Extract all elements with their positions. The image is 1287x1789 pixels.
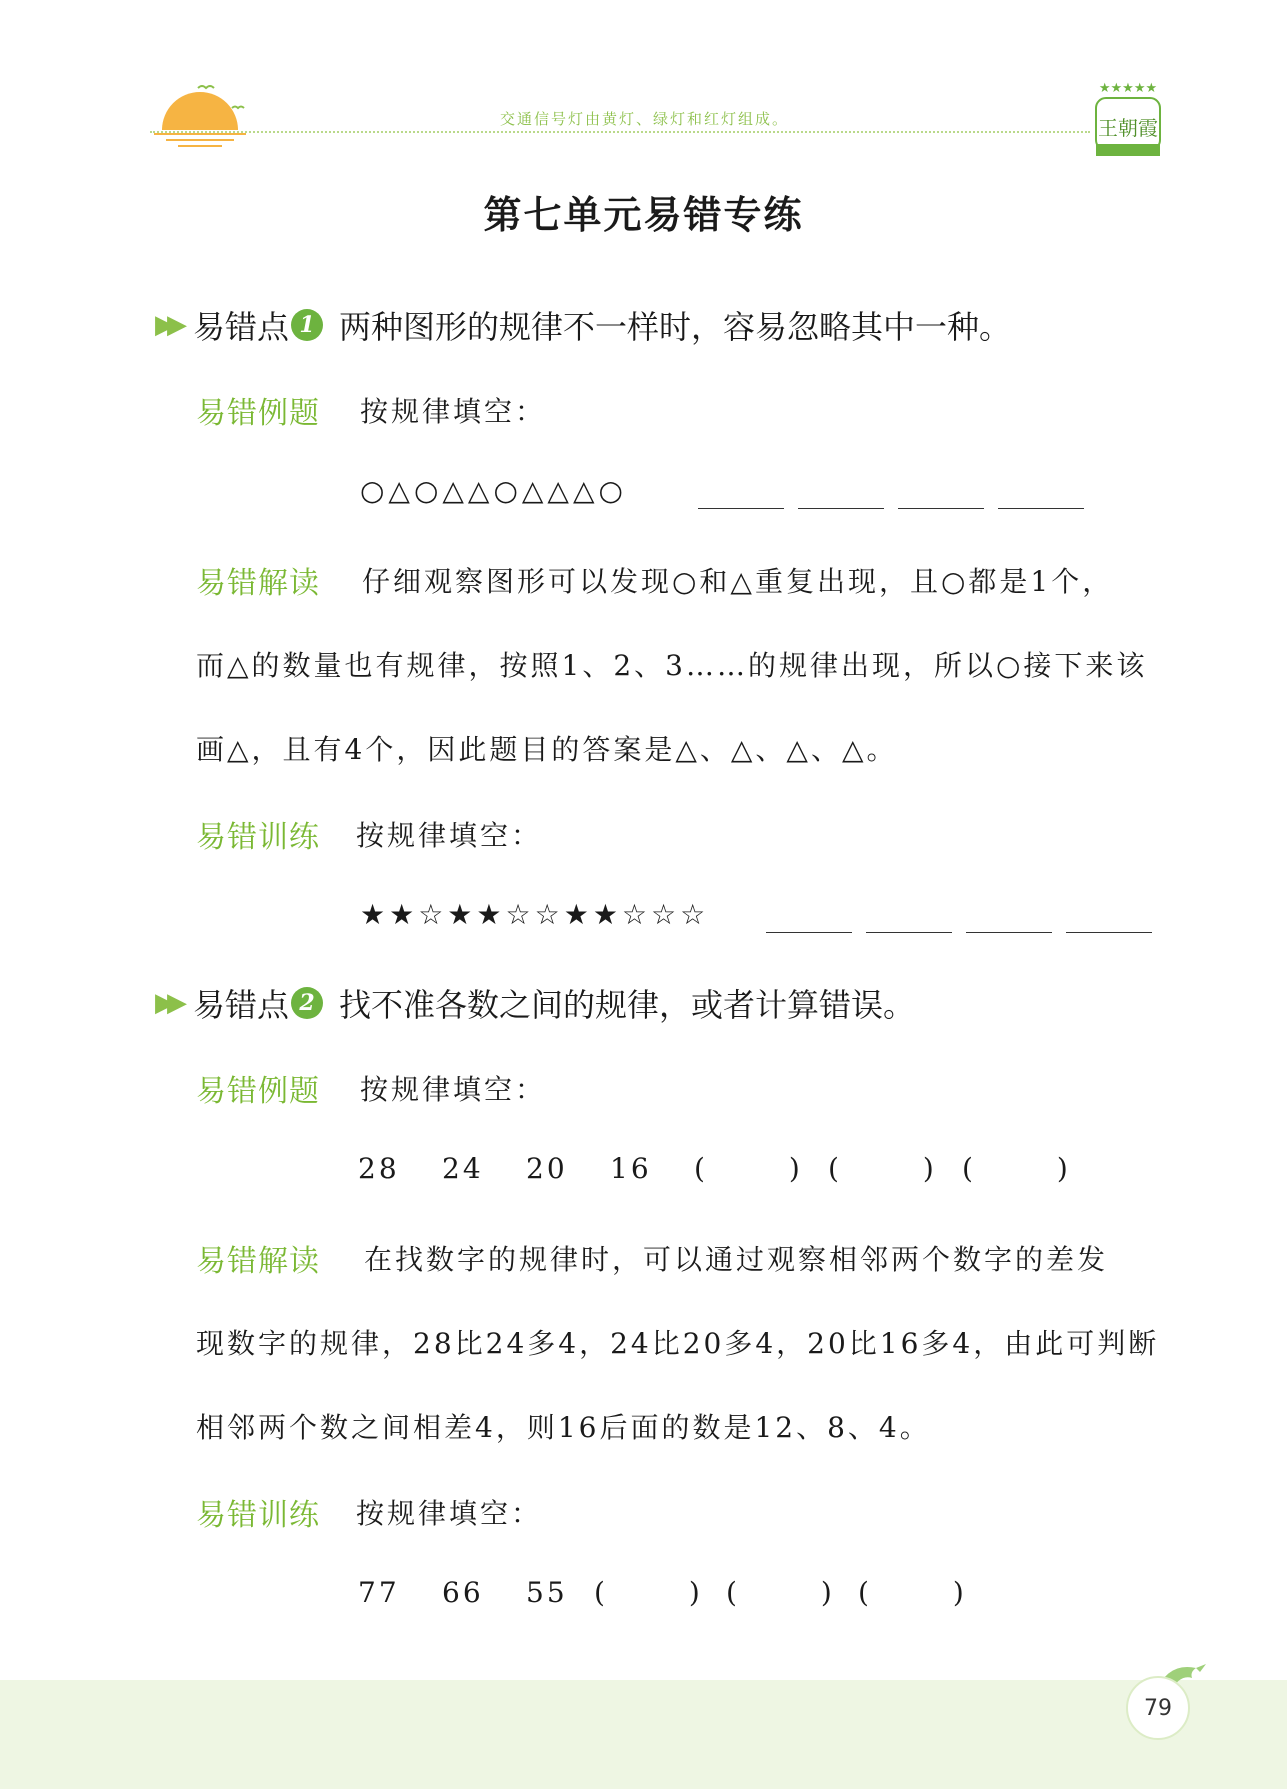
answer-paren[interactable]: ( ) [962,1152,1068,1185]
sequence-number: 66 [442,1576,484,1609]
number-badge: 1 [291,309,323,341]
example-label: 易错例题 [196,1074,320,1109]
answer-paren[interactable]: ( ) [858,1576,964,1609]
sequence-number: 24 [442,1152,484,1185]
error-point-2-heading [155,980,915,1026]
answer-paren[interactable]: ( ) [726,1576,832,1609]
explain-line: 仔细观察图形可以发现○和△重复出现，且○都是1个， [362,565,1114,598]
example-label: 易错例题 [196,396,320,431]
training-prompt: 按规律填空： [356,819,543,852]
answer-blank[interactable] [998,508,1084,509]
explain-label: 易错解读 [196,566,320,601]
sequence-number: 28 [358,1152,400,1185]
sequence-number: 16 [610,1152,652,1185]
error-point-description: 两种图形的规律不一样时，容易忽略其中一种。 [339,308,1012,346]
page-title: 第七单元易错专练 [483,193,804,237]
double-arrow-icon: ▶▶ [155,988,179,1018]
svg-text:★★★★★: ★★★★★ [1098,81,1158,96]
answer-paren[interactable]: ( ) [694,1152,800,1185]
answer-blank[interactable] [798,508,884,509]
sunset-icon [150,80,250,150]
footer-band [0,1680,1287,1789]
answer-blank[interactable] [966,932,1052,933]
double-arrow-icon: ▶▶ [155,310,179,340]
answer-blank[interactable] [766,932,852,933]
answer-paren[interactable]: ( ) [828,1152,934,1185]
example-prompt: 按规律填空： [360,1073,547,1106]
brand-logo [1090,78,1166,160]
answer-blank[interactable] [1066,932,1152,933]
answer-blank[interactable] [866,932,952,933]
header-tagline: 交通信号灯由黄灯、绿灯和红灯组成。 [500,110,790,128]
answer-blank[interactable] [698,508,784,509]
sequence-number: 20 [526,1152,568,1185]
explain-line: 画△，且有4个，因此题目的答案是△、△、△、△。 [196,733,898,766]
number-badge: 2 [291,987,323,1019]
error-point-description: 找不准各数之间的规律，或者计算错误。 [339,986,916,1024]
star-sequence: ★★☆★★☆☆★★☆☆☆ [360,898,710,931]
training-prompt: 按规律填空： [356,1497,543,1530]
explain-line: 而△的数量也有规律，按照1、2、3……的规律出现，所以○接下来该 [196,649,1148,682]
error-point-1-heading [155,302,1011,348]
error-point-label: 易错点 [193,308,290,346]
page-number: 79 [1126,1676,1190,1740]
training-label: 易错训练 [196,820,320,855]
explain-line: 相邻两个数之间相差4，则16后面的数是12、8、4。 [196,1411,931,1444]
training-label: 易错训练 [196,1498,320,1533]
logo-text: 王朝霞 [1098,116,1158,140]
explain-label: 易错解读 [196,1244,320,1279]
answer-blank[interactable] [898,508,984,509]
sequence-number: 77 [358,1576,400,1609]
error-point-label: 易错点 [193,986,290,1024]
answer-paren[interactable]: ( ) [594,1576,700,1609]
shape-sequence: ○△○△△○△△△○ [360,474,627,507]
explain-line: 在找数字的规律时，可以通过观察相邻两个数字的差发 [364,1243,1109,1276]
example-prompt: 按规律填空： [360,395,547,428]
header-divider [150,131,1090,133]
explain-line: 现数字的规律，28比24多4，24比20多4，20比16多4，由此可判断 [196,1327,1160,1360]
sequence-number: 55 [526,1576,568,1609]
